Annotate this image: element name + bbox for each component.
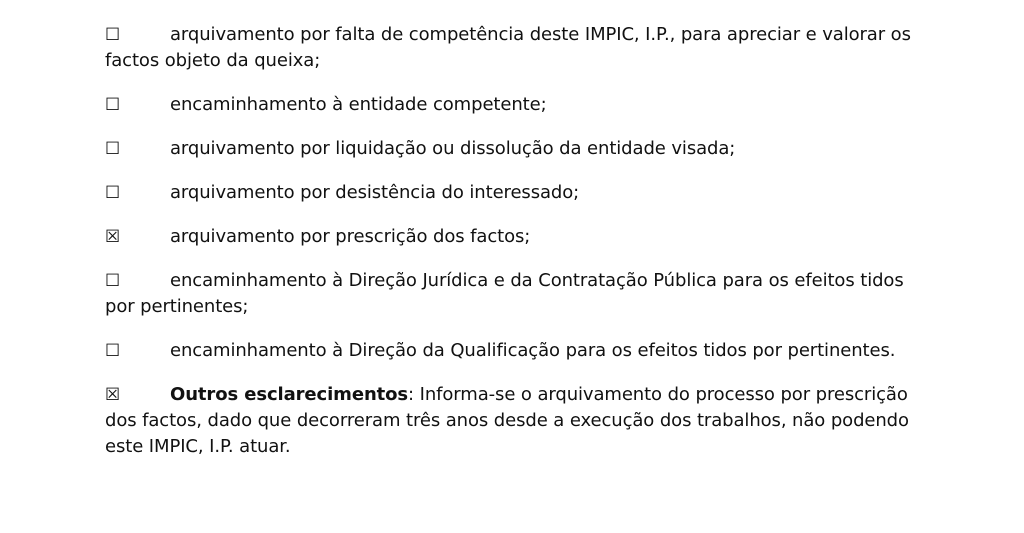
checklist-item-other-clarifications: [105, 382, 935, 460]
checkbox-checked-icon: ☒: [105, 385, 121, 405]
checkbox-unchecked-icon: ☐: [105, 25, 121, 45]
document-page: [105, 22, 935, 478]
item-text: encaminhamento à Direção Jurídica e da Contratação Pública para os efeitos tidos por pertinentes;: [105, 270, 904, 317]
checkbox-unchecked-icon: ☐: [105, 139, 121, 159]
item-text: arquivamento por desistência do interessado;: [170, 182, 580, 203]
checklist-item-prescription: [105, 224, 935, 250]
item-text: arquivamento por falta de competência deste IMPIC, I.P., para apreciar e valorar os factos objeto da queixa;: [105, 24, 911, 71]
item-text: arquivamento por prescrição dos factos;: [170, 226, 531, 247]
item-text: encaminhamento à entidade competente;: [170, 94, 547, 115]
checklist-item-qualification-direction: [105, 338, 935, 364]
checklist-item-legal-direction: [105, 268, 935, 320]
checklist-item-liquidation: [105, 136, 935, 162]
checkbox-unchecked-icon: ☐: [105, 95, 121, 115]
item-bold-label: Outros esclarecimentos: [170, 384, 409, 405]
item-text: arquivamento por liquidação ou dissolução da entidade visada;: [170, 138, 736, 159]
checkbox-checked-icon: ☒: [105, 227, 121, 247]
item-text: : Informa-se o arquivamento do processo por prescrição dos factos, dado que decorreram três anos desde a execução dos trabalhos, não podendo este IMPIC, I.P. atuar.: [105, 384, 909, 457]
checkbox-unchecked-icon: ☐: [105, 183, 121, 203]
checklist-item-withdrawal: [105, 180, 935, 206]
item-text: encaminhamento à Direção da Qualificação para os efeitos tidos por pertinentes.: [170, 340, 896, 361]
checkbox-unchecked-icon: ☐: [105, 271, 121, 291]
checklist-item-forward-competent: [105, 92, 935, 118]
checkbox-unchecked-icon: ☐: [105, 341, 121, 361]
checklist-item-no-competence: [105, 22, 935, 74]
